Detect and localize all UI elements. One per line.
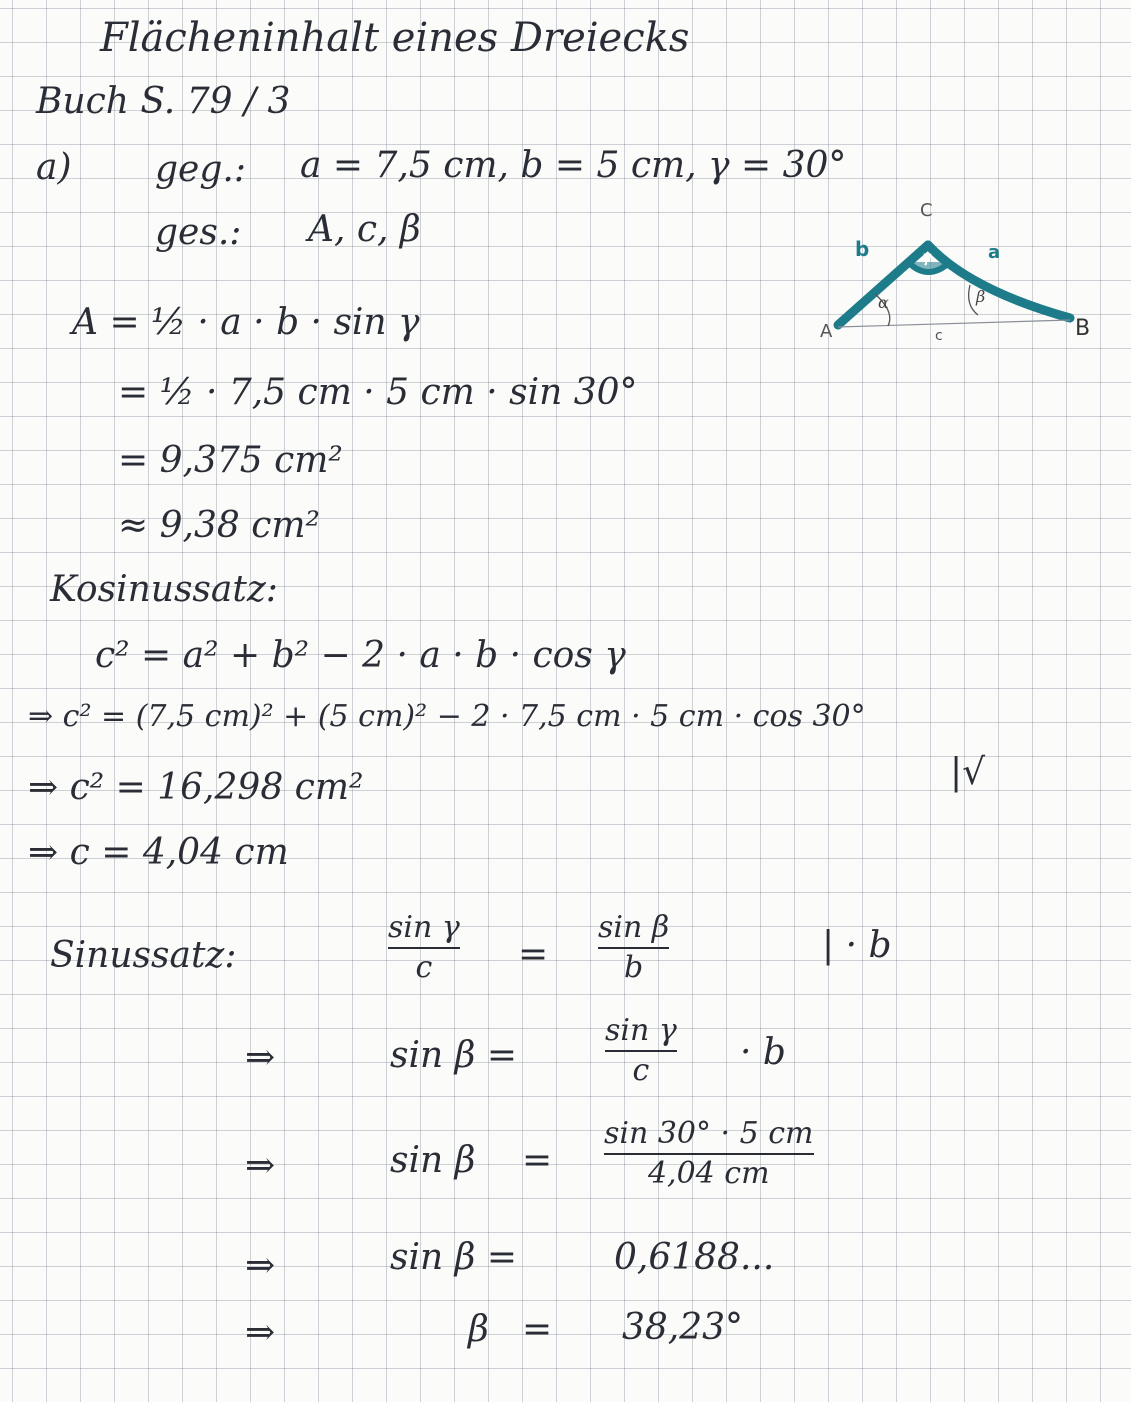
eq4-left: sin β = xyxy=(390,1237,518,1278)
vertex-a-label: A xyxy=(820,321,833,342)
c-result: ⇒ c = 4,04 cm xyxy=(28,832,289,873)
given-label: geg.: xyxy=(155,149,246,190)
eq2-numerator: sin γ xyxy=(605,1013,677,1048)
triangle-side-b-line xyxy=(838,245,928,325)
sin-beta-value: 0,6188... xyxy=(614,1237,775,1278)
fraction-bar xyxy=(605,1050,677,1052)
eq3-numerator: sin 30° · 5 cm xyxy=(604,1116,814,1151)
angle-alpha-label: α xyxy=(878,293,889,312)
eq3-equals: = xyxy=(522,1140,553,1181)
eq1-equals: = xyxy=(518,934,549,975)
area-substitution: = ½ · 7,5 cm · 5 cm · sin 30° xyxy=(118,372,638,413)
implies-arrow: ⇒ xyxy=(245,1037,276,1078)
eq2-times-b: · b xyxy=(740,1032,786,1073)
sine-law-heading: Sinussatz: xyxy=(50,935,237,976)
side-c-label: c xyxy=(935,328,943,344)
part-a-label: a) xyxy=(36,147,72,188)
eq2-denominator: c xyxy=(632,1052,650,1088)
angle-beta-label: β xyxy=(976,287,986,306)
side-b-label: b xyxy=(855,237,870,261)
cosine-law-substitution: ⇒ c² = (7,5 cm)² + (5 cm)² − 2 · 7,5 cm · 5 cm · cos 30° xyxy=(28,699,866,734)
eq1-right-denominator: b xyxy=(623,949,644,985)
sought-values: A, c, β xyxy=(308,209,421,250)
given-values: a = 7,5 cm, b = 5 cm, γ = 30° xyxy=(300,145,847,186)
triangle-sketch xyxy=(800,190,1110,360)
area-exact-result: = 9,375 cm² xyxy=(118,440,343,481)
eq1-left-fraction xyxy=(388,912,460,983)
angle-gamma-label: γ xyxy=(922,247,932,266)
vertex-b-label: B xyxy=(1075,316,1091,341)
fraction-bar xyxy=(598,947,669,949)
sought-label: ges.: xyxy=(155,212,242,253)
triangle-side-c-line xyxy=(838,320,1070,327)
cosine-law-formula: c² = a² + b² − 2 · a · b · cos γ xyxy=(95,635,626,676)
eq1-multiply-note: | · b xyxy=(822,925,892,966)
area-formula: A = ½ · a · b · sin γ xyxy=(72,302,420,343)
eq1-right-fraction xyxy=(598,912,669,983)
side-a-label: a xyxy=(988,242,1001,263)
eq2-left: sin β = xyxy=(390,1035,518,1076)
eq1-left-denominator: c xyxy=(415,949,433,985)
square-root-note: |√ xyxy=(950,752,986,793)
eq3-left: sin β xyxy=(390,1140,476,1181)
c-squared-result: ⇒ c² = 16,298 cm² xyxy=(28,767,364,808)
implies-arrow: ⇒ xyxy=(245,1312,276,1353)
eq1-right-numerator: sin β xyxy=(598,910,670,945)
eq5-equals: = xyxy=(522,1309,553,1350)
book-reference: Buch S. 79 / 3 xyxy=(36,81,291,122)
beta-result: 38,23° xyxy=(622,1307,744,1348)
fraction-bar xyxy=(388,947,460,949)
implies-arrow: ⇒ xyxy=(245,1145,276,1186)
vertex-c-label: C xyxy=(920,200,933,221)
eq2-fraction xyxy=(605,1015,677,1086)
area-rounded-result: ≈ 9,38 cm² xyxy=(118,505,320,546)
implies-arrow: ⇒ xyxy=(245,1245,276,1286)
page-title: Flächeninhalt eines Dreiecks xyxy=(100,15,690,61)
cosine-law-heading: Kosinussatz: xyxy=(50,569,278,610)
eq3-denominator: 4,04 cm xyxy=(647,1155,770,1191)
eq1-left-numerator: sin γ xyxy=(388,910,460,945)
eq5-left: β xyxy=(468,1309,489,1350)
fraction-bar xyxy=(604,1153,814,1155)
eq3-fraction xyxy=(604,1118,814,1189)
